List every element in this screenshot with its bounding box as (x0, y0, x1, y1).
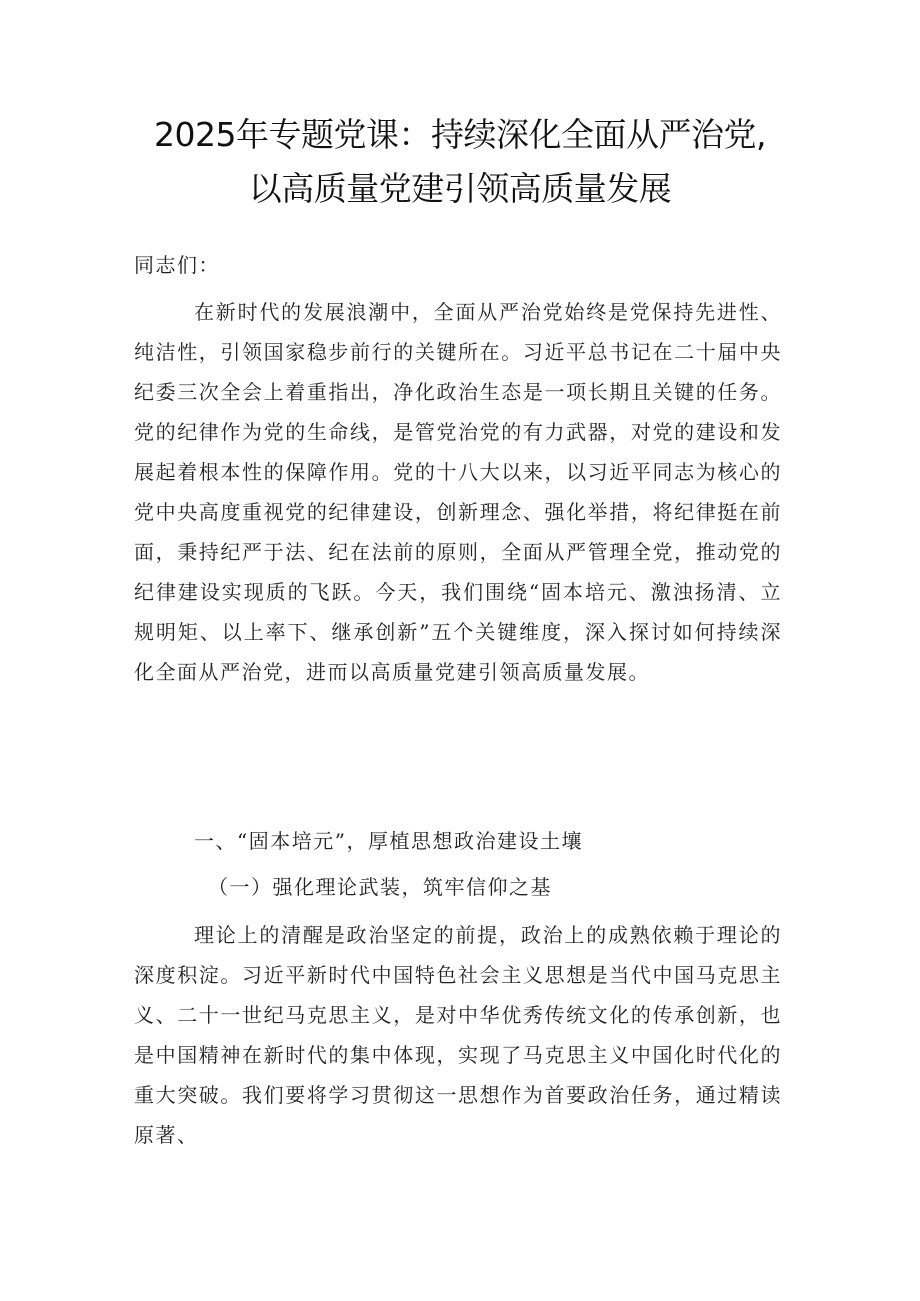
theory-paragraph: 理论上的清醒是政治坚定的前提，政治上的成熟依赖于理论的深度积淀。习近平新时代中国特色社会主义思想是当代中国马克思主义、二十一世纪马克思主义，是对中华优秀传统文化的传承创新，也是中国精神在新时代的集中体现，实现了马克思主义中国化时代化的重大突破。我们要将学习贯彻这一思想作为首要政治任务，通过精读原著、 (134, 923, 782, 1147)
title-line-2: 以高质量党建引领高质量发展 (248, 169, 672, 208)
section-heading: 一、“固本培元”，厚植思想政治建设土壤 (194, 829, 583, 853)
subsection-heading: （一）强化理论武装，筑牢信仰之基 (208, 875, 552, 899)
salutation: 同志们： (134, 253, 220, 277)
title-line-1: 2025年专题党课：持续深化全面从严治党, (154, 115, 766, 154)
document-title (60, 108, 860, 216)
intro-paragraph: 在新时代的发展浪潮中，全面从严治党始终是党保持先进性、纯洁性，引领国家稳步前行的关键所在。习近平总书记在二十届中央纪委三次全会上着重指出，净化政治生态是一项长期且关键的任务。党的纪律作为党的生命线，是管党治党的有力武器，对党的建设和发展起着根本性的保障作用。党的十八大以来，以习近平同志为核心的党中央高度重视党的纪律建设，创新理念、强化举措，将纪律挺在前面，秉持纪严于法、纪在法前的原则，全面从严管理全党，推动党的纪律建设实现质的飞跃。今天，我们围绕“固本培元、激浊扬清、立规明矩、以上率下、继承创新”五个关键维度，深入探讨如何持续深化全面从严治党，进而以高质量党建引领高质量发展。 (134, 300, 782, 684)
